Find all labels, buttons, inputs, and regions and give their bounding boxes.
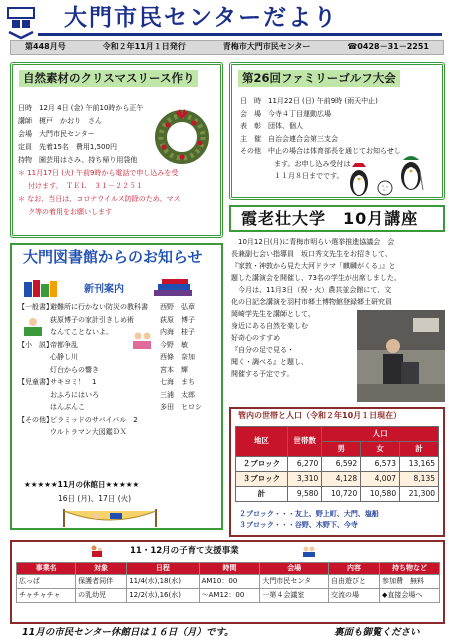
hammock-reader-icon: [60, 507, 160, 527]
issue-date: 令和２年11月１日発行: [102, 42, 186, 52]
new-book-list: [18, 301, 220, 439]
book-stack-icon: [150, 278, 196, 298]
golf-details: [240, 95, 401, 183]
lecture-line: 長兼副七会い指導員 坂口秀文先生をお招きして、: [231, 250, 392, 258]
col-total: 計: [400, 442, 439, 457]
detail-row: 日 時 11月22日 (日) 午前9時 (雨天中止): [240, 97, 378, 105]
table-row: 広っぱ 保護者同伴 11/4(水),18(水) AM10：00 大門市民センタ 自由遊びと 参加費 無料: [17, 575, 440, 589]
penguin-golfer-icon: [398, 152, 424, 192]
detail-row: 主 催 自治会連合会第三支会: [240, 134, 338, 143]
golf-title: 第26回ファミリーゴルフ大会: [238, 70, 400, 87]
golf-ball-icon: [377, 180, 393, 196]
col-households: 世帯数: [287, 427, 321, 457]
wreath-note: ＊ なお、当日は、コロナウイルス防除のため、マス: [18, 195, 181, 203]
footer-see-reverse: 裏面も御覧ください: [334, 627, 420, 638]
childcare-title: 11・12月の子育て支援事業: [130, 546, 239, 556]
lecture-line: 題した講演会を開催し、73名の学生が出席しました。: [231, 274, 401, 282]
lecture-line: 化の日記念講演を羽村市郷土博物館登録郷土研究員: [231, 298, 392, 306]
new-arrivals-heading: 新刊案内: [84, 284, 124, 295]
mother-child-icon: [90, 545, 104, 557]
lecture-line: 今月は、11月3日（祝・火）農共並会館にて、文: [231, 286, 392, 294]
list-item: 心静し川 西條 奈加: [50, 353, 195, 361]
wreath-note: ＊ 11月17日 (火) 午前9時から電話で申し込みを受: [18, 169, 179, 177]
detail-row: 日時 12月 4日 (金) 午前10時から正午: [18, 104, 144, 112]
books-icon: [22, 278, 66, 298]
title-underline: [38, 33, 442, 36]
lecture-line: 聞く・調べる』と題し、: [231, 358, 308, 366]
detail-row: 持物 園芸用はさみ、持ち帰り用袋他: [18, 156, 138, 164]
reading-child-icon: [20, 316, 46, 338]
detail-row: 表 彰 団体、個人: [240, 122, 303, 130]
kids-reading-icon: [130, 330, 154, 352]
col-dates: 日程: [127, 563, 199, 575]
lecture-line: 『自分の足で見る・: [231, 346, 294, 354]
detail-row: 会 場 今寺４丁目運動広場: [240, 109, 331, 118]
list-item: なんてことないよ。 内海 桂子: [50, 328, 195, 336]
table-row: ２ブロック 6,270 6,592 6,573 13,165: [236, 457, 439, 472]
detail-row: 講師 榎戸 かおり さん: [18, 117, 102, 125]
lecture-line: 10月12日(月)に青梅市明らい選挙推進協議会 会: [231, 238, 395, 246]
penguin-icon: [348, 163, 370, 197]
library-closed-title: ★★★★★11月の休館日★★★★★: [24, 480, 140, 489]
table-row: チャチャチャ の乳幼児 12/2(水),16(水) ～AM12：00 一第４会議室 交流の場 ◆直接会場へ: [17, 589, 440, 603]
list-item: 【児童書】 サキヨミ！ 1 七海 まち: [18, 378, 195, 386]
block-note: ２ブロック・・・友上、野上町、大門、塩船: [239, 510, 379, 518]
list-item: 灯台からの響き 宮本 輝: [50, 365, 188, 374]
list-item: おふろにはいろ 三浦 太郎: [50, 390, 195, 399]
footer-closed-notice: 11月の市民センター休館日は１６日（月）です。: [22, 627, 234, 638]
childcare-table: [16, 562, 440, 603]
children-icon: [302, 545, 316, 557]
col-target: 対象: [76, 563, 127, 575]
lecture-photo: [357, 310, 445, 402]
lecture-title: 霞老壮大学 10月講座: [229, 205, 445, 232]
detail-row: その他 中止の場合は体育部長を通じてお知らせし: [240, 147, 401, 155]
wreath-icon: [150, 103, 214, 167]
lecture-line: 『家敦・神敦から見た大河ドラマ「麒麟がくる」』と: [231, 262, 396, 270]
phone-number: ☎0428－31－2251: [347, 42, 429, 52]
list-item: はんぶんこ 多田 ヒロシ: [50, 403, 202, 411]
library-title: 大門図書館からのお知らせ: [23, 248, 203, 266]
list-item: ウルトラマン大図鑑ＤＸ: [50, 428, 127, 436]
publisher: 青梅市大門市民センター: [222, 42, 311, 52]
col-population: 人口: [322, 427, 439, 442]
list-item: 【その他】 ピラミッドのサバイバル 2: [18, 415, 138, 424]
detail-row: 会場 大門市民センター: [18, 130, 95, 138]
block-notes: [239, 509, 379, 531]
library-closed-dates: 16日 (月)、17日 (火): [58, 494, 132, 503]
lecture-line: 開催する予定です。: [231, 370, 294, 378]
page-title: 大門市民センターだより: [64, 5, 339, 31]
lecture-line: 好奇心のすすめ: [231, 334, 281, 342]
col-female: 女: [361, 442, 400, 457]
wreath-title: 自然素材のクリスマスリース作り: [19, 70, 198, 87]
col-area: 地区: [236, 427, 288, 457]
col-items: 持ち物など: [380, 563, 440, 575]
table-row: 計 9,580 10,720 10,580 21,300: [236, 487, 439, 502]
table-row: ３ブロック 3,310 4,128 4,007 8,135: [236, 472, 439, 487]
list-item: 荻原博子の家計引きしめ術 荻原 博子: [50, 315, 195, 324]
list-item: 【一般書】 避難所に行かない防災の教科書 西野 弘章: [18, 303, 195, 311]
population-table: [235, 426, 439, 502]
population-title: 管内の世帯と人口（令和２年10月１日現在）: [238, 411, 402, 420]
wreath-note: ク等の着用をお願いします: [28, 208, 112, 216]
center-logo-icon: [6, 6, 36, 40]
detail-row: 定員 先着15名 費用1,500円: [18, 143, 117, 151]
lecture-line: 身近にある自然を楽しむ: [231, 322, 308, 330]
col-program: 事業名: [17, 563, 76, 575]
detail-row: ます。お申し込み受付は: [274, 159, 351, 168]
col-content: 内容: [328, 563, 379, 575]
lecture-line: 岡崎学先生を講師として、: [231, 310, 315, 318]
col-male: 男: [322, 442, 361, 457]
issue-number: 第448月号: [25, 42, 66, 52]
issue-info-bar: [10, 40, 444, 55]
block-note: ３ブロック・・・谷野、木野下、今寺: [239, 521, 358, 529]
col-time: 時間: [199, 563, 260, 575]
detail-row: １１月８日までです。: [274, 172, 344, 180]
wreath-note: 付けます。 ＴＥＬ ３１－２２５１: [28, 182, 143, 190]
col-venue: 会場: [260, 563, 329, 575]
list-item: 【小 説】 帝都争乱 今野 敏: [18, 340, 188, 349]
